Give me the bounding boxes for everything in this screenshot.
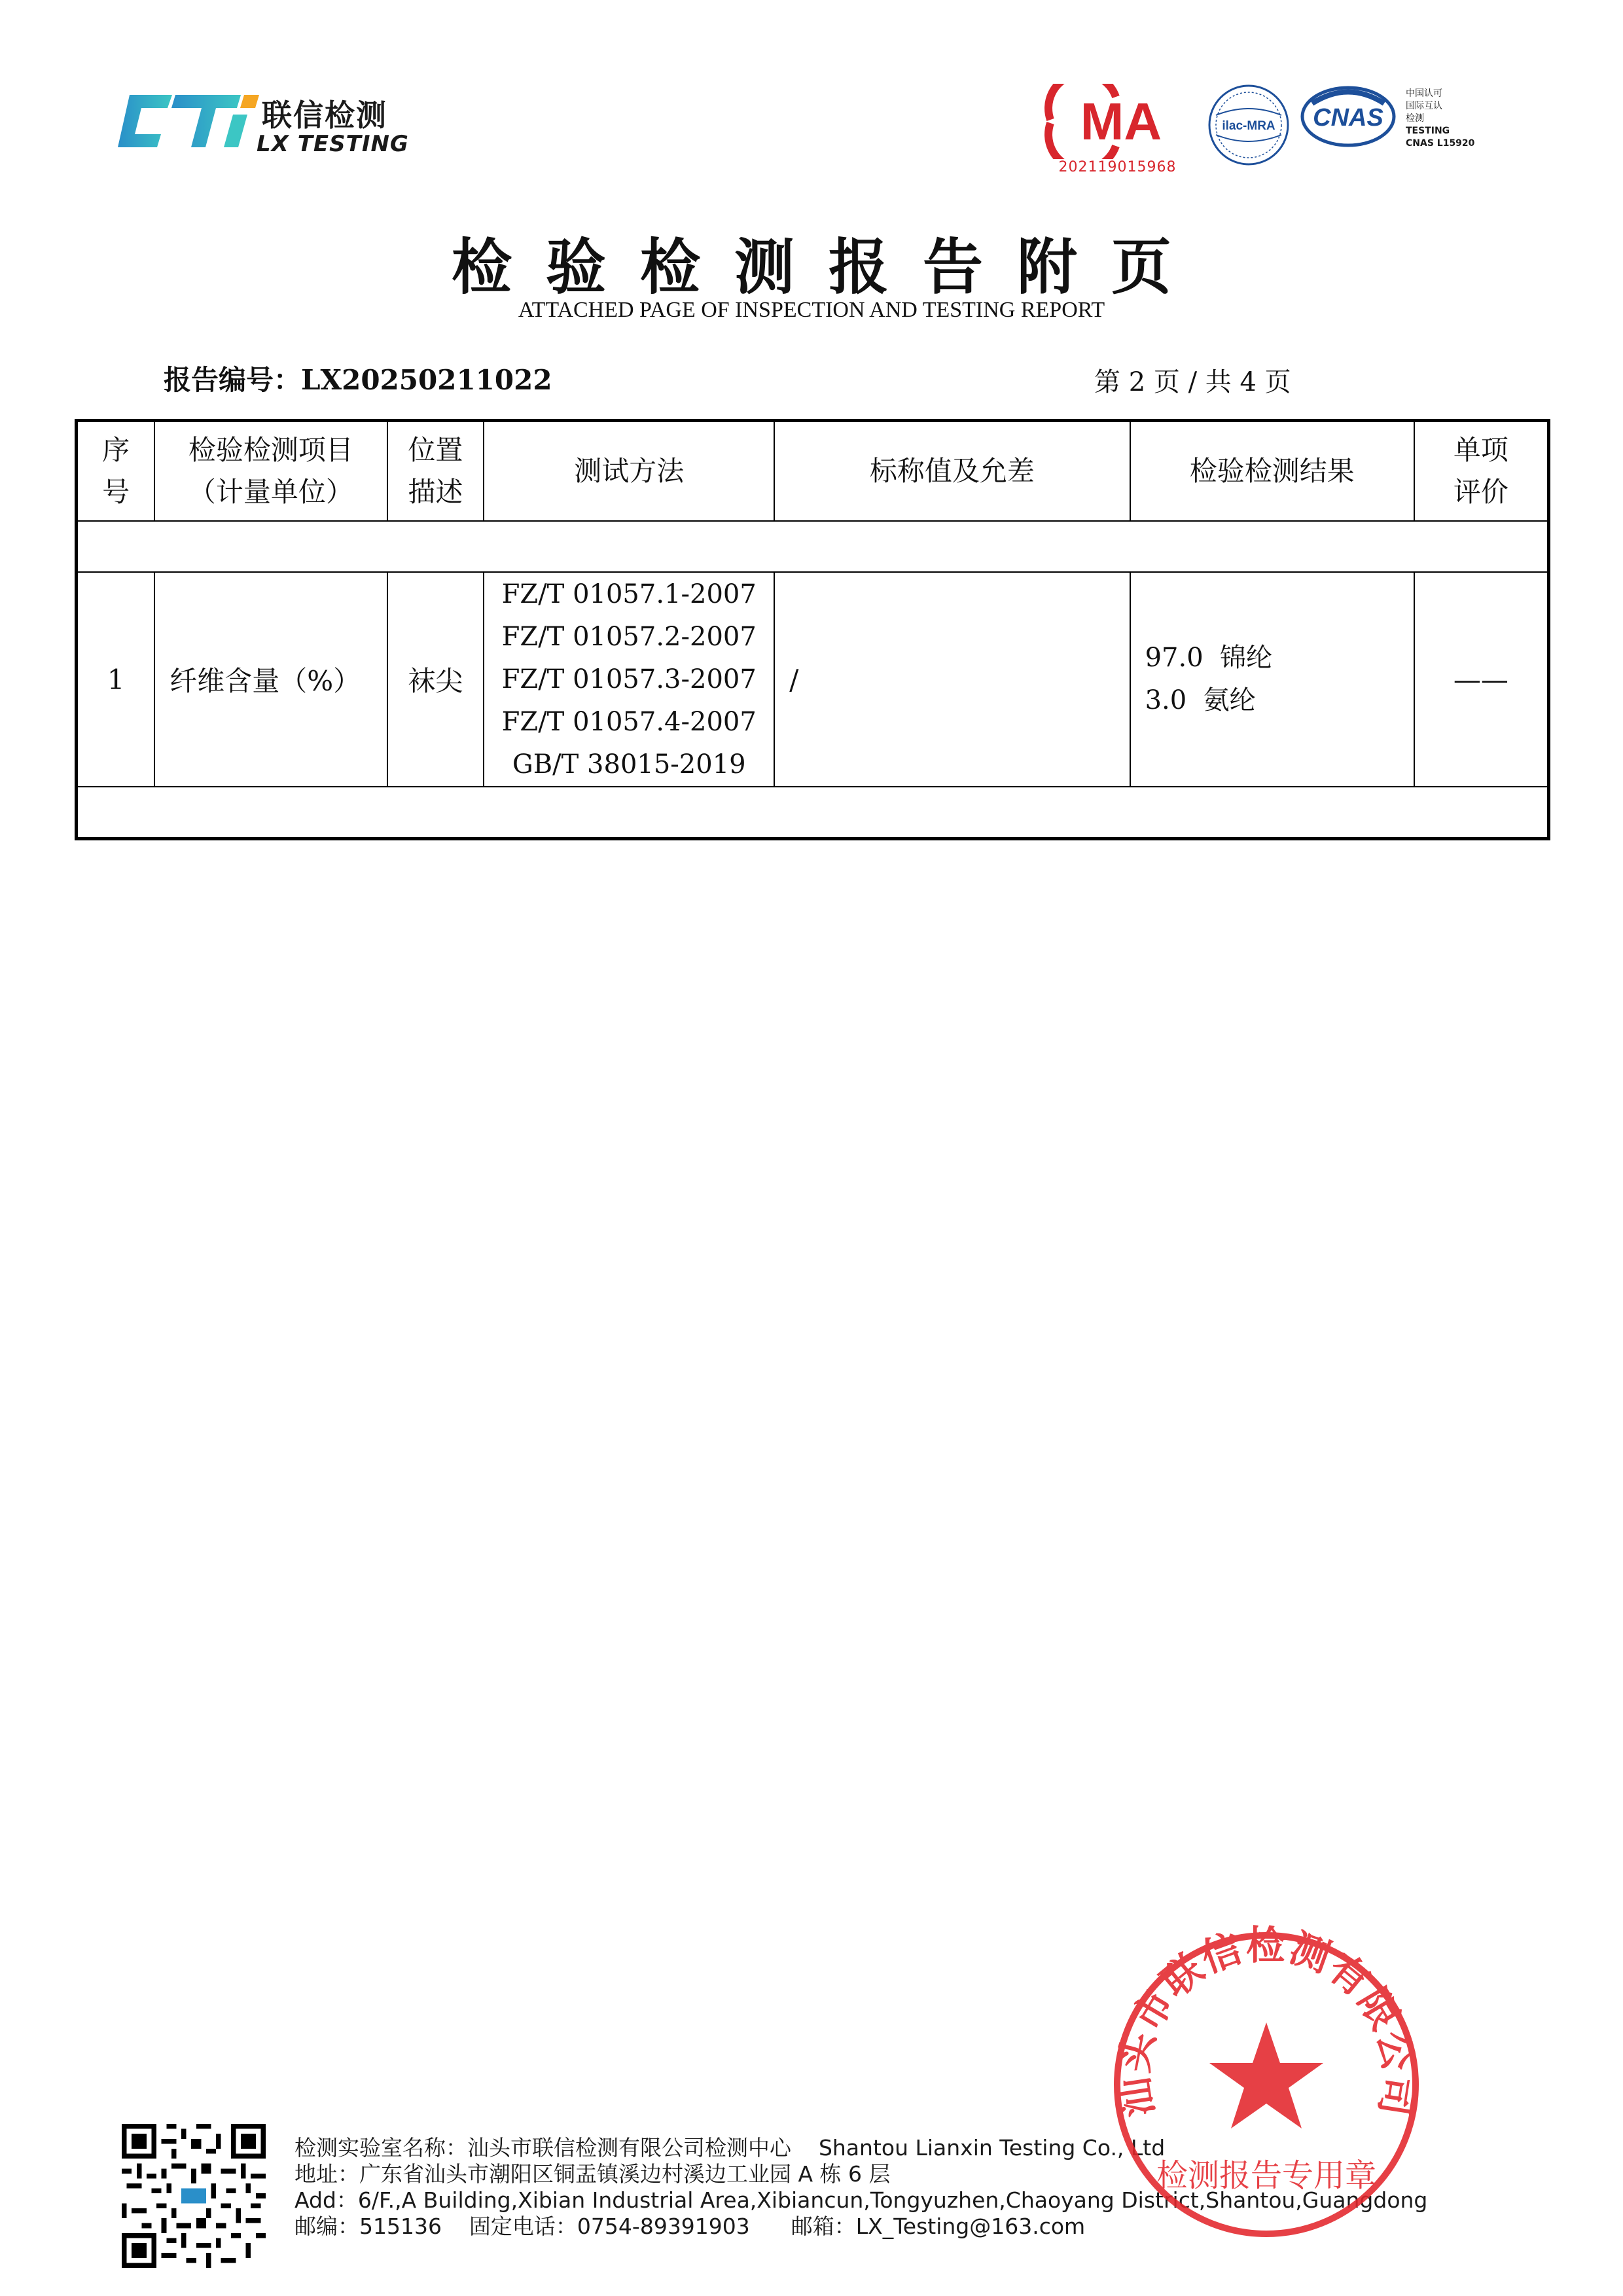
company-name-cn: 联信检测 (262, 98, 387, 133)
cnas-accreditation-text (1406, 88, 1474, 150)
header-text: （计量单位） (188, 476, 353, 508)
header-text: 描述 (408, 476, 463, 508)
page-title-cn: 检验检测报告附页 (451, 232, 1205, 302)
table-spacer-row (77, 787, 1549, 839)
spacer-cell (154, 787, 1548, 839)
cell-results (1130, 572, 1414, 787)
seal-bottom-text: 检测报告专用章 (1156, 2157, 1377, 2194)
footer-address-cn: 地址：广东省汕头市潮阳区铜盂镇溪边村溪边工业园 A 栋 6 层 (294, 2161, 891, 2187)
cell-methods (484, 572, 774, 787)
header-text: 号 (102, 476, 130, 508)
header-text: 位置 (408, 434, 463, 466)
cnas-info-line: 中国认可 (1406, 88, 1442, 99)
cnas-info-line: TESTING (1406, 126, 1450, 136)
cell-item: 纤维含量（%） (154, 572, 387, 787)
svg-text:CNAS: CNAS (1313, 104, 1383, 132)
header-seq (77, 421, 155, 522)
page-title-en: ATTACHED PAGE OF INSPECTION AND TESTING REPORT (518, 298, 1105, 322)
header-item (154, 421, 387, 522)
spacer-cell (77, 787, 155, 839)
results-table (75, 419, 1550, 840)
page-indicator: 第 2 页 / 共 4 页 (1094, 367, 1291, 397)
header-position (387, 421, 484, 522)
header-text: 序 (102, 434, 130, 466)
cell-seq: 1 (77, 572, 155, 787)
spacer-cell (77, 521, 1549, 572)
cell-position: 袜尖 (387, 572, 484, 787)
cell-evaluation: —— (1414, 572, 1549, 787)
method-line: GB/T 38015-2019 (512, 749, 746, 780)
result-line: 97.0 锦纶 (1145, 643, 1273, 673)
seal-arc-text: 汕头市联信检测有限公司 (1111, 1924, 1421, 2121)
report-number: 报告编号：LX20250211022 (164, 364, 552, 396)
header-evaluation (1414, 421, 1549, 522)
svg-text:MA: MA (1080, 92, 1162, 151)
table-row (77, 572, 1549, 787)
footer-lab-name: 检测实验室名称：汕头市联信检测有限公司检测中心 Shantou Lianxin Testing Co., Ltd (294, 2135, 1166, 2161)
company-seal-icon (1106, 1924, 1427, 2245)
cell-nominal: / (774, 572, 1130, 787)
qr-code-icon (122, 2124, 266, 2268)
company-logo-icon (110, 85, 260, 157)
table-spacer-row (77, 521, 1549, 572)
ilac-mra-logo-icon (1203, 82, 1294, 168)
header-method: 测试方法 (484, 421, 774, 522)
cnas-info-line: 检测 (1406, 113, 1424, 124)
header-text: 检验检测项目 (188, 434, 353, 466)
header-nominal: 标称值及允差 (774, 421, 1130, 522)
table-header-row (77, 421, 1549, 522)
company-name-en: LX TESTING (257, 131, 409, 157)
cma-logo-icon (1044, 84, 1188, 159)
result-line: 3.0 氨纶 (1145, 685, 1256, 715)
method-line: FZ/T 01057.2-2007 (501, 621, 757, 652)
svg-text:ilac-MRA: ilac-MRA (1222, 119, 1275, 133)
method-line: FZ/T 01057.4-2007 (501, 706, 757, 737)
header-result: 检验检测结果 (1130, 421, 1414, 522)
cma-number: 202119015968 (1058, 159, 1177, 175)
header-text: 单项 (1453, 434, 1508, 466)
method-line: FZ/T 01057.1-2007 (501, 579, 757, 609)
header-text: 评价 (1453, 476, 1508, 508)
footer-contact-line: 邮编：515136 固定电话：0754-89391903 邮箱：LX_Testing@163.com (294, 2214, 1086, 2239)
cnas-info-line: CNAS L15920 (1406, 138, 1475, 149)
footer-address-en: Add：6/F.,A Building,Xibian Industrial Area,Xibiancun,Tongyuzhen,Chaoyang District,Shantou,Guangdong (294, 2187, 1428, 2213)
cnas-logo-icon (1299, 84, 1397, 149)
cnas-info-line: 国际互认 (1406, 101, 1442, 111)
method-line: FZ/T 01057.3-2007 (501, 664, 757, 694)
